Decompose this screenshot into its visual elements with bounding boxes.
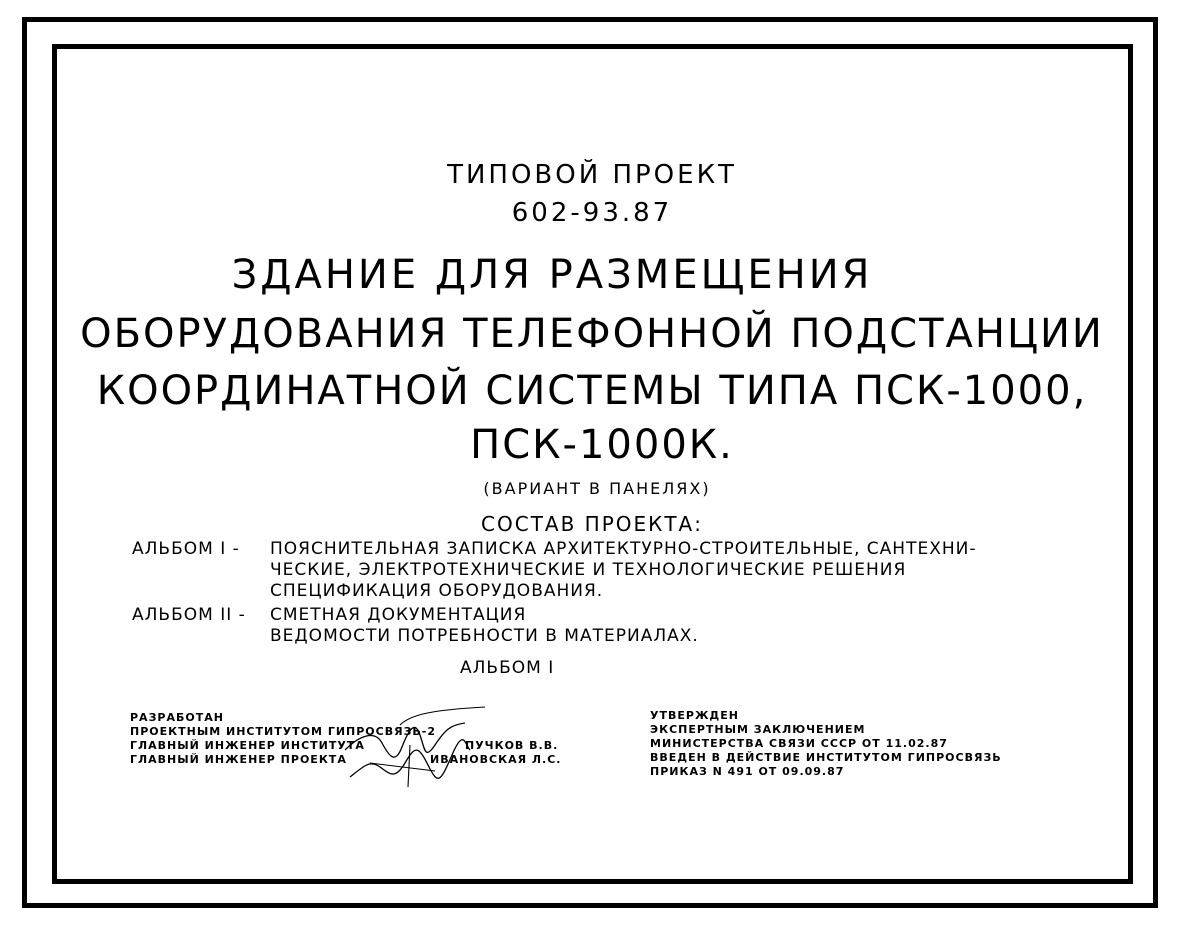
project-number: 602-93.87 — [511, 198, 673, 228]
composition-heading: СОСТАВ ПРОЕКТА: — [481, 512, 703, 536]
album2-label: АЛЬБОМ II - — [132, 605, 246, 625]
chief-engineer-institute-name: ПУЧКОВ В.В. — [465, 739, 559, 752]
album2-line-1: СМЕТНАЯ ДОКУМЕНТАЦИЯ — [270, 605, 527, 625]
developed-line-1: РАЗРАБОТАН — [130, 711, 224, 724]
album1-line-1: ПОЯСНИТЕЛЬНАЯ ЗАПИСКА АРХИТЕКТУРНО-СТРОИТЕЛЬНЫЕ, САНТЕХНИ- — [270, 539, 977, 559]
current-album: АЛЬБОМ I — [460, 658, 555, 678]
handwritten-signatures — [340, 705, 500, 790]
album1-label: АЛЬБОМ I - — [132, 539, 240, 559]
title-line-3: КООРДИНАТНОЙ СИСТЕМЫ ТИПА ПСК-1000, — [96, 368, 1088, 414]
variant-note: (ВАРИАНТ В ПАНЕЛЯХ) — [483, 479, 711, 498]
chief-engineer-institute-role: ГЛАВНЫЙ ИНЖЕНЕР ИНСТИТУТА — [130, 739, 365, 752]
approved-line-1: УТВЕРЖДЕН — [650, 709, 739, 722]
title-line-4: ПСК-1000К. — [470, 422, 734, 468]
chief-engineer-project-name: ИВАНОВСКАЯ Л.С. — [430, 753, 562, 766]
approved-line-3: МИНИСТЕРСТВА СВЯЗИ СССР ОТ 11.02.87 — [650, 737, 948, 750]
album2-line-2: ВЕДОМОСТИ ПОТРЕБНОСТИ В МАТЕРИАЛАХ. — [270, 626, 699, 646]
developed-line-2: ПРОЕКТНЫМ ИНСТИТУТОМ ГИПРОСВЯЗЬ-2 — [130, 725, 436, 738]
chief-engineer-project-role: ГЛАВНЫЙ ИНЖЕНЕР ПРОЕКТА — [130, 753, 347, 766]
album1-line-2: ЧЕСКИЕ, ЭЛЕКТРОТЕХНИЧЕСКИЕ И ТЕХНОЛОГИЧЕСКИЕ РЕШЕНИЯ — [270, 560, 907, 580]
approved-line-5: ПРИКАЗ N 491 ОТ 09.09.87 — [650, 765, 845, 778]
title-line-2: ОБОРУДОВАНИЯ ТЕЛЕФОННОЙ ПОДСТАНЦИИ — [80, 311, 1104, 357]
title-line-1: ЗДАНИЕ ДЛЯ РАЗМЕЩЕНИЯ — [231, 252, 873, 298]
approved-line-2: ЭКСПЕРТНЫМ ЗАКЛЮЧЕНИЕМ — [650, 723, 866, 736]
approved-line-4: ВВЕДЕН В ДЕЙСТВИЕ ИНСТИТУТОМ ГИПРОСВЯЗЬ — [650, 751, 1002, 764]
project-type: ТИПОВОЙ ПРОЕКТ — [447, 160, 737, 190]
album1-line-3: СПЕЦИФИКАЦИЯ ОБОРУДОВАНИЯ. — [270, 581, 604, 601]
